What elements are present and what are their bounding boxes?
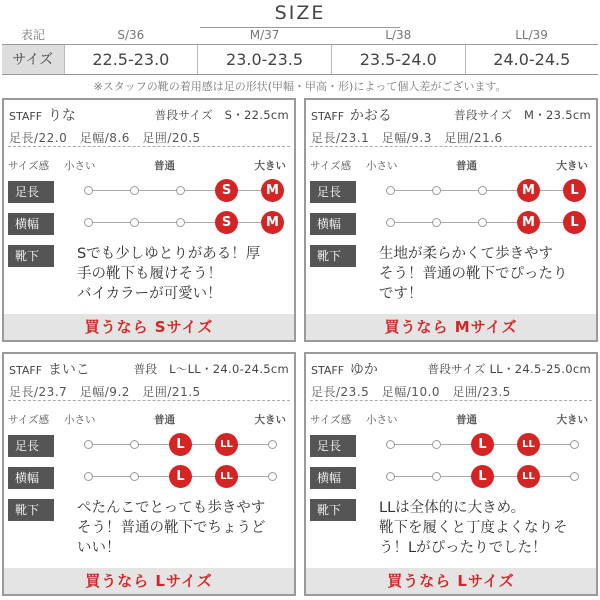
scale-normal-label: 普通 — [154, 414, 175, 426]
width-scale — [306, 466, 596, 490]
staff-label: STAFF — [311, 110, 345, 123]
scale-dot — [570, 440, 579, 449]
length-scale — [306, 180, 596, 204]
size-mark: S — [215, 211, 238, 234]
usual-size: 普段サイズ M・23.5cm — [454, 108, 591, 122]
size-mark: LL — [517, 465, 540, 488]
scale-small-label: 小さい — [64, 160, 96, 172]
divider — [310, 400, 592, 401]
scale-normal-label: 普通 — [456, 414, 477, 426]
comment-line: ぺたんこでとっても歩きやす — [77, 500, 266, 516]
size-mark: L — [563, 211, 586, 234]
staff-header — [311, 359, 591, 379]
divider — [8, 146, 290, 147]
staff-comment — [77, 498, 289, 558]
staff-comment — [379, 244, 591, 304]
length-tag: 足長 — [8, 435, 54, 457]
comment-line: Sでも少しゆとりがある！厚 — [77, 246, 261, 262]
size-mark: L — [471, 465, 494, 488]
scale-dot — [130, 218, 139, 227]
size-mark: LL — [215, 433, 238, 456]
scale-dot — [176, 186, 185, 195]
size-mark: LL — [517, 433, 540, 456]
size-feel-label: サイズ感 — [8, 160, 50, 172]
recommendation-footer: 買うなら Lサイズ — [4, 568, 294, 594]
width-scale — [4, 466, 294, 490]
width-tag: 横幅 — [8, 467, 54, 489]
scale-normal-label: 普通 — [456, 160, 477, 172]
size-table-value-row — [2, 44, 598, 74]
fit-note: ※スタッフの靴の着用感は足の形状(甲幅・甲高・形)によって個人差がございます。 — [93, 80, 507, 93]
socks-tag: 靴下 — [8, 499, 54, 521]
comment-line: です！ — [379, 286, 423, 302]
scale-header — [310, 412, 592, 426]
scale-dot — [432, 472, 441, 481]
scale-dot — [478, 186, 487, 195]
size-table — [2, 26, 598, 75]
socks-tag: 靴下 — [310, 245, 356, 267]
size-row-label: サイズ — [2, 44, 64, 74]
scale-header — [8, 412, 290, 426]
scale-dot — [386, 472, 395, 481]
comment-line: そう！普通の靴下でちょうど — [77, 520, 266, 536]
staff-header — [9, 359, 289, 379]
staff-card — [304, 98, 598, 342]
size-mark: M — [517, 211, 540, 234]
divider — [310, 146, 592, 147]
length-tag: 足長 — [8, 181, 54, 203]
size-value-cell: 22.5-23.0 — [64, 44, 198, 74]
scale-dot — [432, 218, 441, 227]
size-header-cell: 表記 — [20, 28, 45, 43]
scale-header — [8, 158, 290, 172]
size-value-cell: 23.0-23.5 — [198, 44, 332, 74]
length-scale — [4, 434, 294, 458]
width-scale — [306, 212, 596, 236]
scale-dot — [570, 472, 579, 481]
staff-card — [2, 352, 296, 596]
scale-dot — [130, 440, 139, 449]
scale-dot — [130, 186, 139, 195]
staff-name: ゆか — [349, 362, 378, 378]
size-value-cell: 24.0-24.5 — [465, 44, 598, 74]
size-header-cell: S/36 — [117, 27, 145, 42]
comment-line: 生地が柔らかくて歩きやす — [379, 246, 553, 262]
size-header-cell: M/37 — [249, 27, 280, 42]
length-scale — [306, 434, 596, 458]
scale-dot — [432, 440, 441, 449]
staff-comment — [379, 498, 591, 558]
length-tag: 足長 — [310, 181, 356, 203]
scale-normal-label: 普通 — [154, 160, 175, 172]
comment-line: 靴下を履くと丁度よくなりそ — [379, 520, 568, 536]
usual-size: 普段サイズ LL・24.5-25.0cm — [427, 362, 591, 376]
comment-line: いい！ — [77, 540, 121, 556]
scale-dot — [84, 218, 93, 227]
scale-small-label: 小さい — [366, 160, 398, 172]
scale-small-label: 小さい — [64, 414, 96, 426]
socks-tag: 靴下 — [310, 499, 356, 521]
size-mark: M — [517, 179, 540, 202]
usual-size: 普段 L〜LL・24.0-24.5cm — [133, 362, 289, 376]
staff-card — [304, 352, 598, 596]
size-mark: LL — [215, 465, 238, 488]
staff-name: かおる — [349, 108, 392, 124]
size-feel-label: サイズ感 — [310, 414, 352, 426]
size-mark: L — [471, 433, 494, 456]
scale-large-label: 大きい — [556, 414, 588, 426]
scale-dot — [386, 440, 395, 449]
size-header-cell: LL/39 — [515, 27, 548, 42]
staff-header — [9, 105, 289, 125]
scale-header — [310, 158, 592, 172]
scale-small-label: 小さい — [366, 414, 398, 426]
socks-tag: 靴下 — [8, 245, 54, 267]
scale-dot — [432, 186, 441, 195]
scale-dot — [268, 472, 277, 481]
size-value-cell: 23.5-24.0 — [331, 44, 465, 74]
comment-line: LLは全体的に大きめ。 — [379, 500, 526, 516]
scale-large-label: 大きい — [254, 160, 286, 172]
foot-measurements: 足長/23.7 足幅/9.2 足囲/21.5 — [9, 385, 201, 399]
foot-measurements: 足長/23.5 足幅/10.0 足囲/23.5 — [311, 385, 511, 399]
comment-line: バイカラーが可愛い！ — [77, 286, 222, 302]
size-mark: L — [169, 465, 192, 488]
scale-dot — [84, 440, 93, 449]
size-mark: S — [215, 179, 238, 202]
staff-label: STAFF — [9, 364, 43, 377]
staff-name: まいこ — [47, 362, 90, 378]
foot-measurements: 足長/23.1 足幅/9.3 足囲/21.6 — [311, 131, 503, 145]
width-tag: 横幅 — [310, 213, 356, 235]
usual-size: 普段サイズ S・22.5cm — [154, 108, 289, 122]
staff-name: りな — [47, 108, 76, 124]
scale-dot — [386, 186, 395, 195]
staff-header — [311, 105, 591, 125]
recommendation-footer: 買うなら Sサイズ — [4, 314, 294, 340]
foot-measurements: 足長/22.0 足幅/8.6 足囲/20.5 — [9, 131, 201, 145]
divider — [8, 400, 290, 401]
size-mark: L — [563, 179, 586, 202]
size-mark: M — [261, 211, 284, 234]
scale-large-label: 大きい — [254, 414, 286, 426]
scale-dot — [84, 186, 93, 195]
staff-comment — [77, 244, 289, 304]
scale-dot — [478, 218, 487, 227]
size-mark: L — [169, 433, 192, 456]
staff-label: STAFF — [311, 364, 345, 377]
comment-line: 手の靴下も履けそう！ — [77, 266, 222, 282]
page-title: SIZE — [274, 2, 326, 24]
length-tag: 足長 — [310, 435, 356, 457]
width-tag: 横幅 — [310, 467, 356, 489]
size-table-header-row — [2, 26, 598, 44]
length-scale — [4, 180, 294, 204]
size-feel-label: サイズ感 — [8, 414, 50, 426]
scale-dot — [130, 472, 139, 481]
comment-line: う！Lがぴったりでした！ — [379, 540, 547, 556]
scale-large-label: 大きい — [556, 160, 588, 172]
width-scale — [4, 212, 294, 236]
size-feel-label: サイズ感 — [310, 160, 352, 172]
staff-label: STAFF — [9, 110, 43, 123]
scale-dot — [386, 218, 395, 227]
size-mark: M — [261, 179, 284, 202]
size-header-cell: L/38 — [385, 27, 412, 42]
comment-line: そう！普通の靴下でぴったり — [379, 266, 568, 282]
scale-dot — [268, 440, 277, 449]
staff-card — [2, 98, 296, 342]
recommendation-footer: 買うなら Mサイズ — [306, 314, 596, 340]
scale-dot — [176, 218, 185, 227]
scale-dot — [84, 472, 93, 481]
width-tag: 横幅 — [8, 213, 54, 235]
recommendation-footer: 買うなら Lサイズ — [306, 568, 596, 594]
